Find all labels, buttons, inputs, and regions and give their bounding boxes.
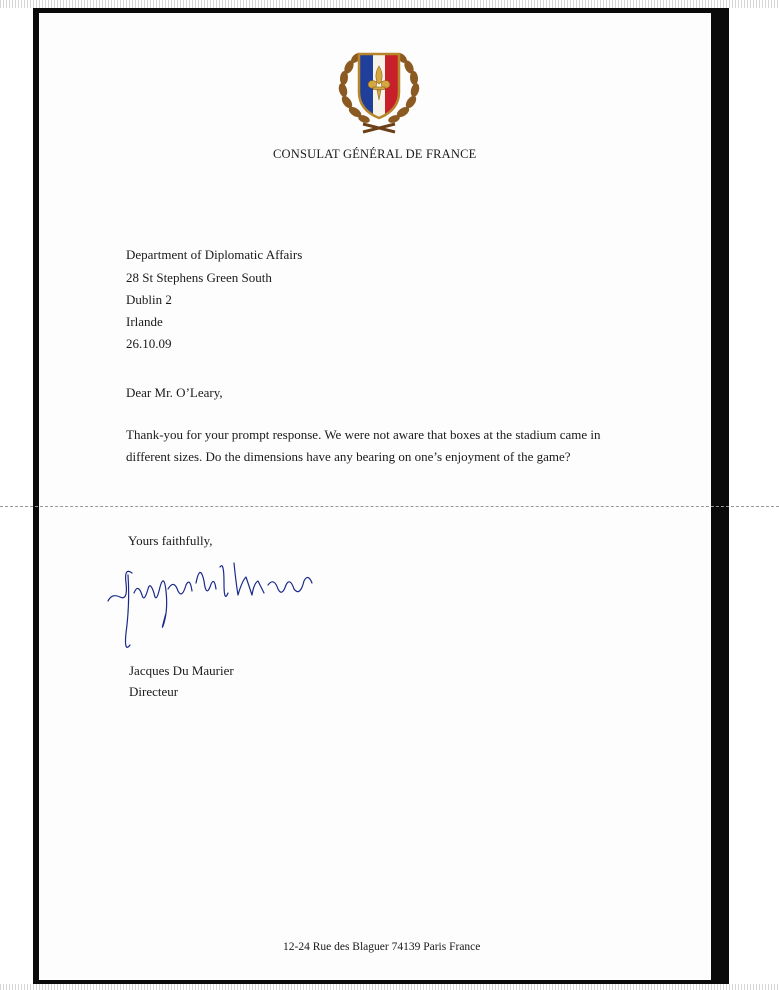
recipient-line: Irlande [126,314,163,329]
body-paragraph-line: different sizes. Do the dimensions have any bearing on one’s enjoyment of the game? [126,449,571,464]
handwritten-signature [104,553,324,658]
scan-border-right [711,10,729,980]
recipient-line: 28 St Stephens Green South [126,270,272,285]
recipient-line: Department of Diplomatic Affairs [126,247,303,262]
body-paragraph-line: Thank-you for your prompt response. We were not aware that boxes at the stadium came in [126,427,601,442]
letter-date: 26.10.09 [126,336,172,351]
recipient-line: Dublin 2 [126,292,172,307]
scan-border-left [33,10,39,980]
salutation: Dear Mr. O’Leary, [126,385,223,400]
french-consulate-crest-icon [333,40,425,136]
scan-edge-bottom [0,984,779,990]
letterhead-title: CONSULAT GÉNÉRAL DE FRANCE [273,147,477,161]
valediction: Yours faithfully, [128,533,213,548]
scan-edge-top [0,0,779,8]
footer-address: 12-24 Rue des Blaguer 74139 Paris France [283,941,481,953]
signatory-role: Directeur [129,684,179,699]
fold-line [0,506,779,507]
signatory-name: Jacques Du Maurier [129,663,234,678]
